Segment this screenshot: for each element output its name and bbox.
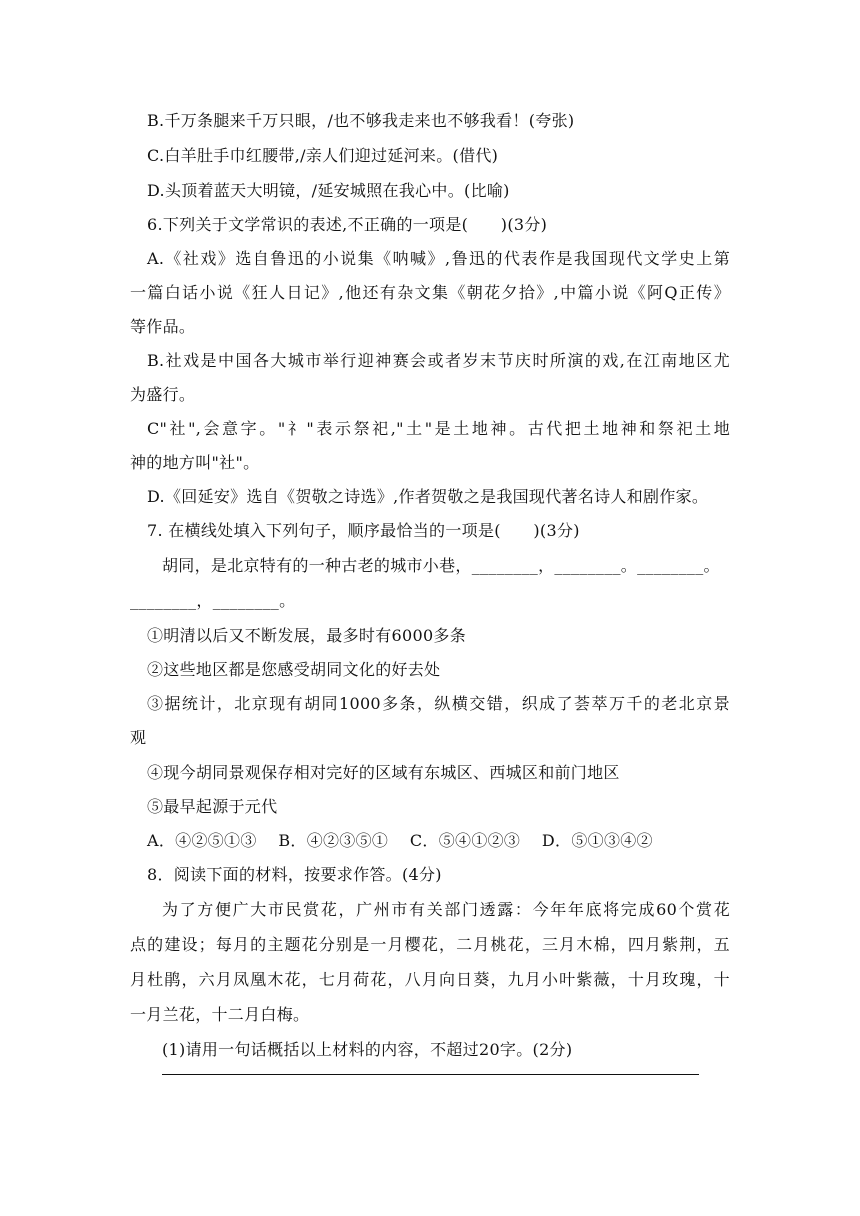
q7-sentence-3-line2: 观 xyxy=(130,728,147,747)
q8-material-line3: 月杜鹃，六月凤凰木花，七月荷花，八月向日葵，九月小叶紫薇，十月玫瑰，十 xyxy=(130,970,730,989)
q6-option-a-line3: 等作品。 xyxy=(130,317,196,336)
q6-option-c-line2: 神的地方叫"社"。 xyxy=(130,453,260,472)
q7-sentence-4: ④现今胡同景观保存相对完好的区域有东城区、西城区和前门地区 xyxy=(147,763,620,782)
q6-option-b-line2: 为盛行。 xyxy=(130,385,196,404)
q5-option-c: C.白羊肚手巾红腰带,/亲人们迎过延河来。(借代) xyxy=(147,146,499,165)
q6-option-b-line1: B.社戏是中国各大城市举行迎神赛会或者岁末节庆时所演的戏,在江南地区尤 xyxy=(147,351,730,370)
q7-sentence-3-line1: ③据统计，北京现有胡同1000多条，纵横交错，织成了荟萃万千的老北京景 xyxy=(147,694,730,713)
q7-sentence-2: ②这些地区都是您感受胡同文化的好去处 xyxy=(147,660,441,679)
q6-option-a-line1: A.《社戏》选自鲁迅的小说集《呐喊》,鲁迅的代表作是我国现代文学史上第 xyxy=(147,249,730,268)
q7-answer-choices: A．④②⑤①③ B．④②③⑤① C．⑤④①②③ D．⑤①③④② xyxy=(147,831,653,850)
q6-option-a-line2: 一篇白话小说《狂人日记》,他还有杂文集《朝花夕拾》,中篇小说《阿Q正传》 xyxy=(130,283,730,302)
q7-sentence-1: ①明清以后又不断发展，最多时有6000多条 xyxy=(147,626,467,645)
q8-material-line4: 一月兰花，十二月白梅。 xyxy=(130,1005,310,1024)
answer-line[interactable] xyxy=(162,1074,699,1075)
q6-option-c-line1: C"社",会意字。"礻"表示祭祀,"土"是土地神。古代把土地神和祭祀土地 xyxy=(147,419,730,438)
q6-option-d: D.《回延安》选自《贺敬之诗选》,作者贺敬之是我国现代著名诗人和剧作家。 xyxy=(147,487,709,506)
q7-passage-line2: ________，________。 xyxy=(130,591,296,610)
q5-option-d: D.头顶着蓝天大明镜，/延安城照在我心中。(比喻) xyxy=(147,181,510,200)
q8-stem: 8．阅读下面的材料，按要求作答。(4分) xyxy=(147,865,442,884)
q8-subquestion-1: (1)请用一句话概括以上材料的内容，不超过20字。(2分) xyxy=(162,1040,573,1059)
q8-material-line1: 为了方便广大市民赏花，广州市有关部门透露：今年年底将完成60个赏花 xyxy=(162,900,730,919)
q8-material-line2: 点的建设；每月的主题花分别是一月樱花，二月桃花，三月木棉，四月紫荆，五 xyxy=(130,935,730,954)
q7-sentence-5: ⑤最早起源于元代 xyxy=(147,797,278,816)
q5-option-b: B.千万条腿来千万只眼，/也不够我走来也不够我看！(夸张) xyxy=(147,111,575,130)
q6-stem: 6.下列关于文学常识的表述,不正确的一项是( )(3分) xyxy=(147,215,548,234)
q7-stem: 7. 在横线处填入下列句子，顺序最恰当的一项是( )(3分) xyxy=(147,521,580,540)
q7-passage-line1: 胡同，是北京特有的一种古老的城市小巷，________，________。________。 xyxy=(162,556,720,575)
